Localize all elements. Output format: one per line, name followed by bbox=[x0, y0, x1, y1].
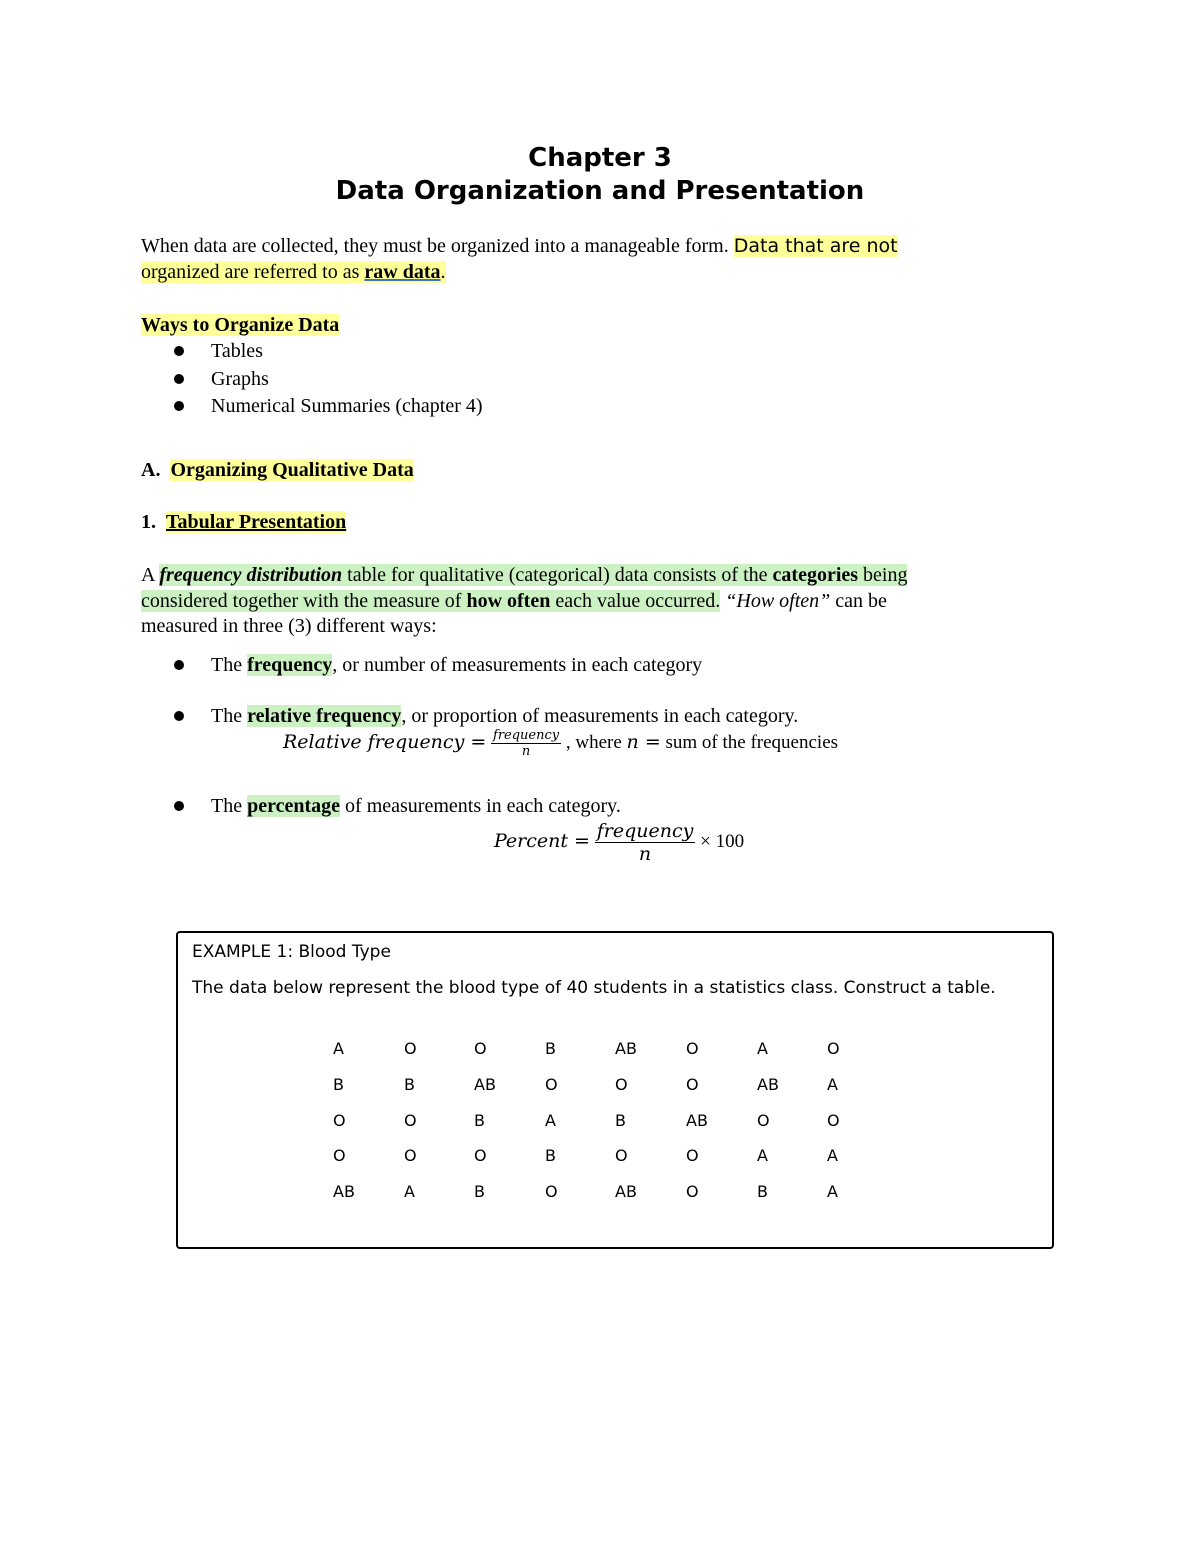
grid-cell: O bbox=[474, 1146, 487, 1165]
grid-cell: A bbox=[827, 1146, 838, 1165]
grid-cell: AB bbox=[757, 1075, 779, 1094]
grid-cell: B bbox=[404, 1075, 415, 1094]
ways-item-numerical: Numerical Summaries (chapter 4) bbox=[211, 395, 483, 417]
grid-cell: AB bbox=[615, 1039, 637, 1058]
intro-highlight-1: Data that are not bbox=[733, 235, 898, 257]
measure-relative-frequency: The relative frequency, or proportion of measurements in each category. bbox=[211, 705, 799, 727]
grid-cell: A bbox=[757, 1146, 768, 1165]
fraction: $\frac{\text{frequency}}{n}$ bbox=[596, 820, 694, 865]
grid-cell: O bbox=[474, 1039, 487, 1058]
ways-item-graphs: Graphs bbox=[211, 368, 269, 390]
grid-cell: O bbox=[404, 1146, 417, 1165]
chapter-title: Chapter 3 bbox=[528, 143, 672, 173]
measure-frequency: The frequency, or number of measurements in each category bbox=[211, 654, 703, 676]
grid-cell: O bbox=[545, 1075, 558, 1094]
grid-cell: O bbox=[827, 1039, 840, 1058]
how-often-term: how often bbox=[466, 590, 551, 612]
intro-line-2 bbox=[141, 259, 446, 285]
grid-cell: O bbox=[686, 1039, 699, 1058]
measure-percentage: The percentage of measurements in each category. bbox=[211, 795, 621, 817]
intro-highlight-2: organized are referred to as raw data. bbox=[141, 261, 446, 283]
grid-cell: B bbox=[545, 1039, 556, 1058]
bullet-icon bbox=[174, 711, 184, 721]
grid-cell: O bbox=[545, 1182, 558, 1201]
grid-cell: B bbox=[333, 1075, 344, 1094]
grid-cell: O bbox=[686, 1146, 699, 1165]
intro-plain: When data are collected, they must be organized into a manageable form. bbox=[141, 235, 734, 257]
grid-cell: A bbox=[545, 1111, 556, 1130]
grid-cell: O bbox=[686, 1182, 699, 1201]
grid-cell: A bbox=[827, 1182, 838, 1201]
section-a-heading bbox=[141, 457, 414, 483]
grid-cell: AB bbox=[474, 1075, 496, 1094]
grid-cell: O bbox=[333, 1111, 346, 1130]
example-title: EXAMPLE 1: Blood Type bbox=[192, 942, 391, 962]
bullet-icon bbox=[174, 660, 184, 670]
definition-line-2: considered together with the measure of how often each value occurred. “How often” can be bbox=[141, 590, 887, 612]
grid-cell: O bbox=[827, 1111, 840, 1130]
grid-cell: O bbox=[615, 1146, 628, 1165]
bullet-icon bbox=[174, 401, 184, 411]
grid-cell: B bbox=[474, 1182, 485, 1201]
grid-cell: B bbox=[474, 1111, 485, 1130]
ways-heading: Ways to Organize Data bbox=[141, 314, 340, 336]
grid-cell: O bbox=[757, 1111, 770, 1130]
definition-line-1: A frequency distribution table for qualitative (categorical) data consists of the categories being bbox=[141, 564, 908, 586]
grid-cell: B bbox=[545, 1146, 556, 1165]
definition-line-3: measured in three (3) different ways: bbox=[141, 615, 437, 637]
fraction: $\frac{\text{frequency}}{n}$ bbox=[493, 728, 560, 759]
section-a-title: Organizing Qualitative Data bbox=[170, 459, 414, 481]
bullet-icon bbox=[174, 346, 184, 356]
section-a-label: A. bbox=[141, 459, 161, 481]
frequency-distribution-term: frequency distribution bbox=[159, 564, 343, 586]
grid-cell: O bbox=[615, 1075, 628, 1094]
bullet-icon bbox=[174, 374, 184, 384]
grid-cell: B bbox=[615, 1111, 626, 1130]
grid-cell: O bbox=[333, 1146, 346, 1165]
raw-data-term: raw data bbox=[364, 261, 441, 283]
grid-cell: A bbox=[757, 1039, 768, 1058]
chapter-subtitle: Data Organization and Presentation bbox=[335, 176, 865, 206]
relative-frequency-formula: Relative frequency = $\frac{\text{frequency}}{n}$ , where n = sum of the frequencies bbox=[283, 728, 839, 759]
grid-cell: A bbox=[827, 1075, 838, 1094]
example-description: The data below represent the blood type of 40 students in a statistics class. Construct a table. bbox=[192, 978, 996, 998]
ways-heading-line bbox=[141, 312, 339, 338]
grid-cell: O bbox=[404, 1111, 417, 1130]
section-1-heading bbox=[141, 509, 346, 535]
bullet-icon bbox=[174, 801, 184, 811]
grid-cell: A bbox=[333, 1039, 344, 1058]
grid-cell: B bbox=[757, 1182, 768, 1201]
grid-cell: AB bbox=[686, 1111, 708, 1130]
grid-cell: O bbox=[686, 1075, 699, 1094]
percent-formula: Percent = $\frac{\text{frequency}}{n}$ × 100 bbox=[494, 820, 745, 865]
grid-cell: O bbox=[404, 1039, 417, 1058]
grid-cell: A bbox=[404, 1182, 415, 1201]
section-1-title: Tabular Presentation bbox=[166, 511, 347, 533]
section-1-label: 1. bbox=[141, 511, 156, 533]
categories-term: categories bbox=[772, 564, 859, 586]
ways-item-tables: Tables bbox=[211, 340, 263, 362]
grid-cell: AB bbox=[333, 1182, 355, 1201]
intro-line-1 bbox=[141, 233, 898, 259]
grid-cell: AB bbox=[615, 1182, 637, 1201]
